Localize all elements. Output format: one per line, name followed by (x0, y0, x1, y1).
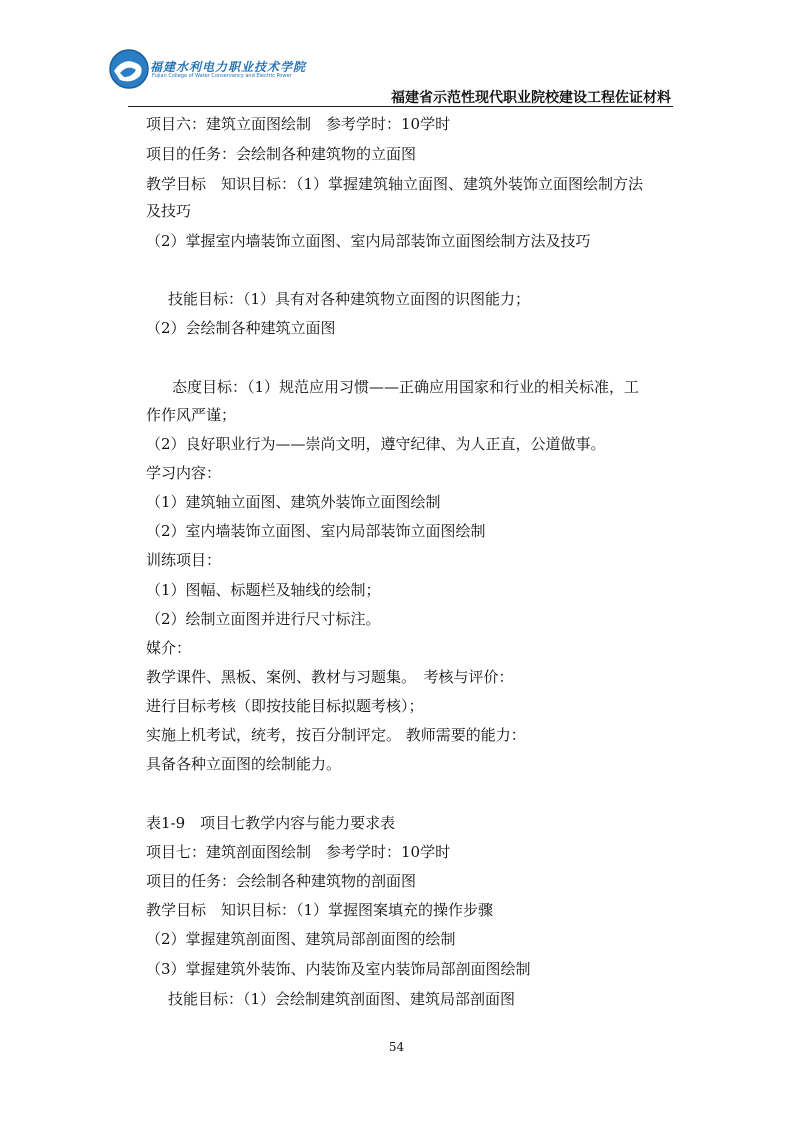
body-line: 作作风严谨； (146, 406, 237, 424)
body-line: 媒介： (146, 639, 192, 657)
body-line: 项目七：建筑剖面图绘制 参考学时：10学时 (146, 843, 451, 861)
body-line: （2）掌握建筑剖面图、建筑局部剖面图的绘制 (146, 930, 456, 948)
body-line: 具备各种立面图的绘制能力。 (146, 755, 342, 773)
header-divider (128, 106, 673, 107)
body-line: 技能目标：（1）会绘制建筑剖面图、建筑局部剖面图 (168, 990, 516, 1008)
body-line: 学习内容： (146, 464, 222, 482)
body-line: 教学课件、黑板、案例、教材与习题集。 考核与评价： (146, 668, 514, 686)
body-line: （2）掌握室内墙装饰立面图、室内局部装饰立面图绘制方法及技巧 (146, 232, 591, 250)
body-line: 及技巧 (146, 202, 192, 220)
body-line: 项目六：建筑立面图绘制 参考学时：10学时 (146, 115, 451, 133)
body-line: 进行目标考核（即按技能目标拟题考核）； (146, 697, 424, 715)
body-line: 态度目标：（1）规范应用习惯——正确应用国家和行业的相关标准，工 (172, 378, 640, 396)
body-line: 项目的任务：会绘制各种建筑物的立面图 (146, 145, 417, 163)
header-title: 福建省示范性现代职业院校建设工程佐证材料 (391, 90, 671, 106)
body-line: （2）良好职业行为——崇尚文明，遵守纪律、为人正直，公道做事。 (146, 435, 606, 453)
body-line: （3）掌握建筑外装饰、内装饰及室内装饰局部剖面图绘制 (146, 960, 531, 978)
body-line: （1）建筑轴立面图、建筑外装饰立面图绘制 (146, 493, 441, 511)
table-caption: 表1-9 项目七教学内容与能力要求表 (146, 814, 396, 832)
body-line: （2）室内墙装饰立面图、室内局部装饰立面图绘制 (146, 522, 486, 540)
body-line: （2）绘制立面图并进行尺寸标注。 (146, 610, 381, 628)
body-line: （2）会绘制各种建筑立面图 (146, 319, 336, 337)
logo-subtext: Fujian College of Water Conservancy and Electric Power (152, 73, 292, 79)
body-line: 教学目标 知识目标：（1）掌握建筑轴立面图、建筑外装饰立面图绘制方法 (146, 175, 644, 193)
logo-text: 福建水利电力职业技术学院 (150, 60, 307, 74)
body-line: 训练项目： (146, 551, 222, 569)
page-number: 54 (388, 1040, 405, 1054)
body-line: 实施上机考试，统考，按百分制评定。 教师需要的能力： (146, 726, 526, 744)
body-line: 技能目标：（1）具有对各种建筑物立面图的识图能力； (168, 290, 531, 308)
body-line: （1）图幅、标题栏及轴线的绘制； (146, 581, 381, 599)
body-line: 项目的任务：会绘制各种建筑物的剖面图 (146, 872, 417, 890)
body-line: 教学目标 知识目标：（1）掌握图案填充的操作步骤 (146, 901, 494, 919)
